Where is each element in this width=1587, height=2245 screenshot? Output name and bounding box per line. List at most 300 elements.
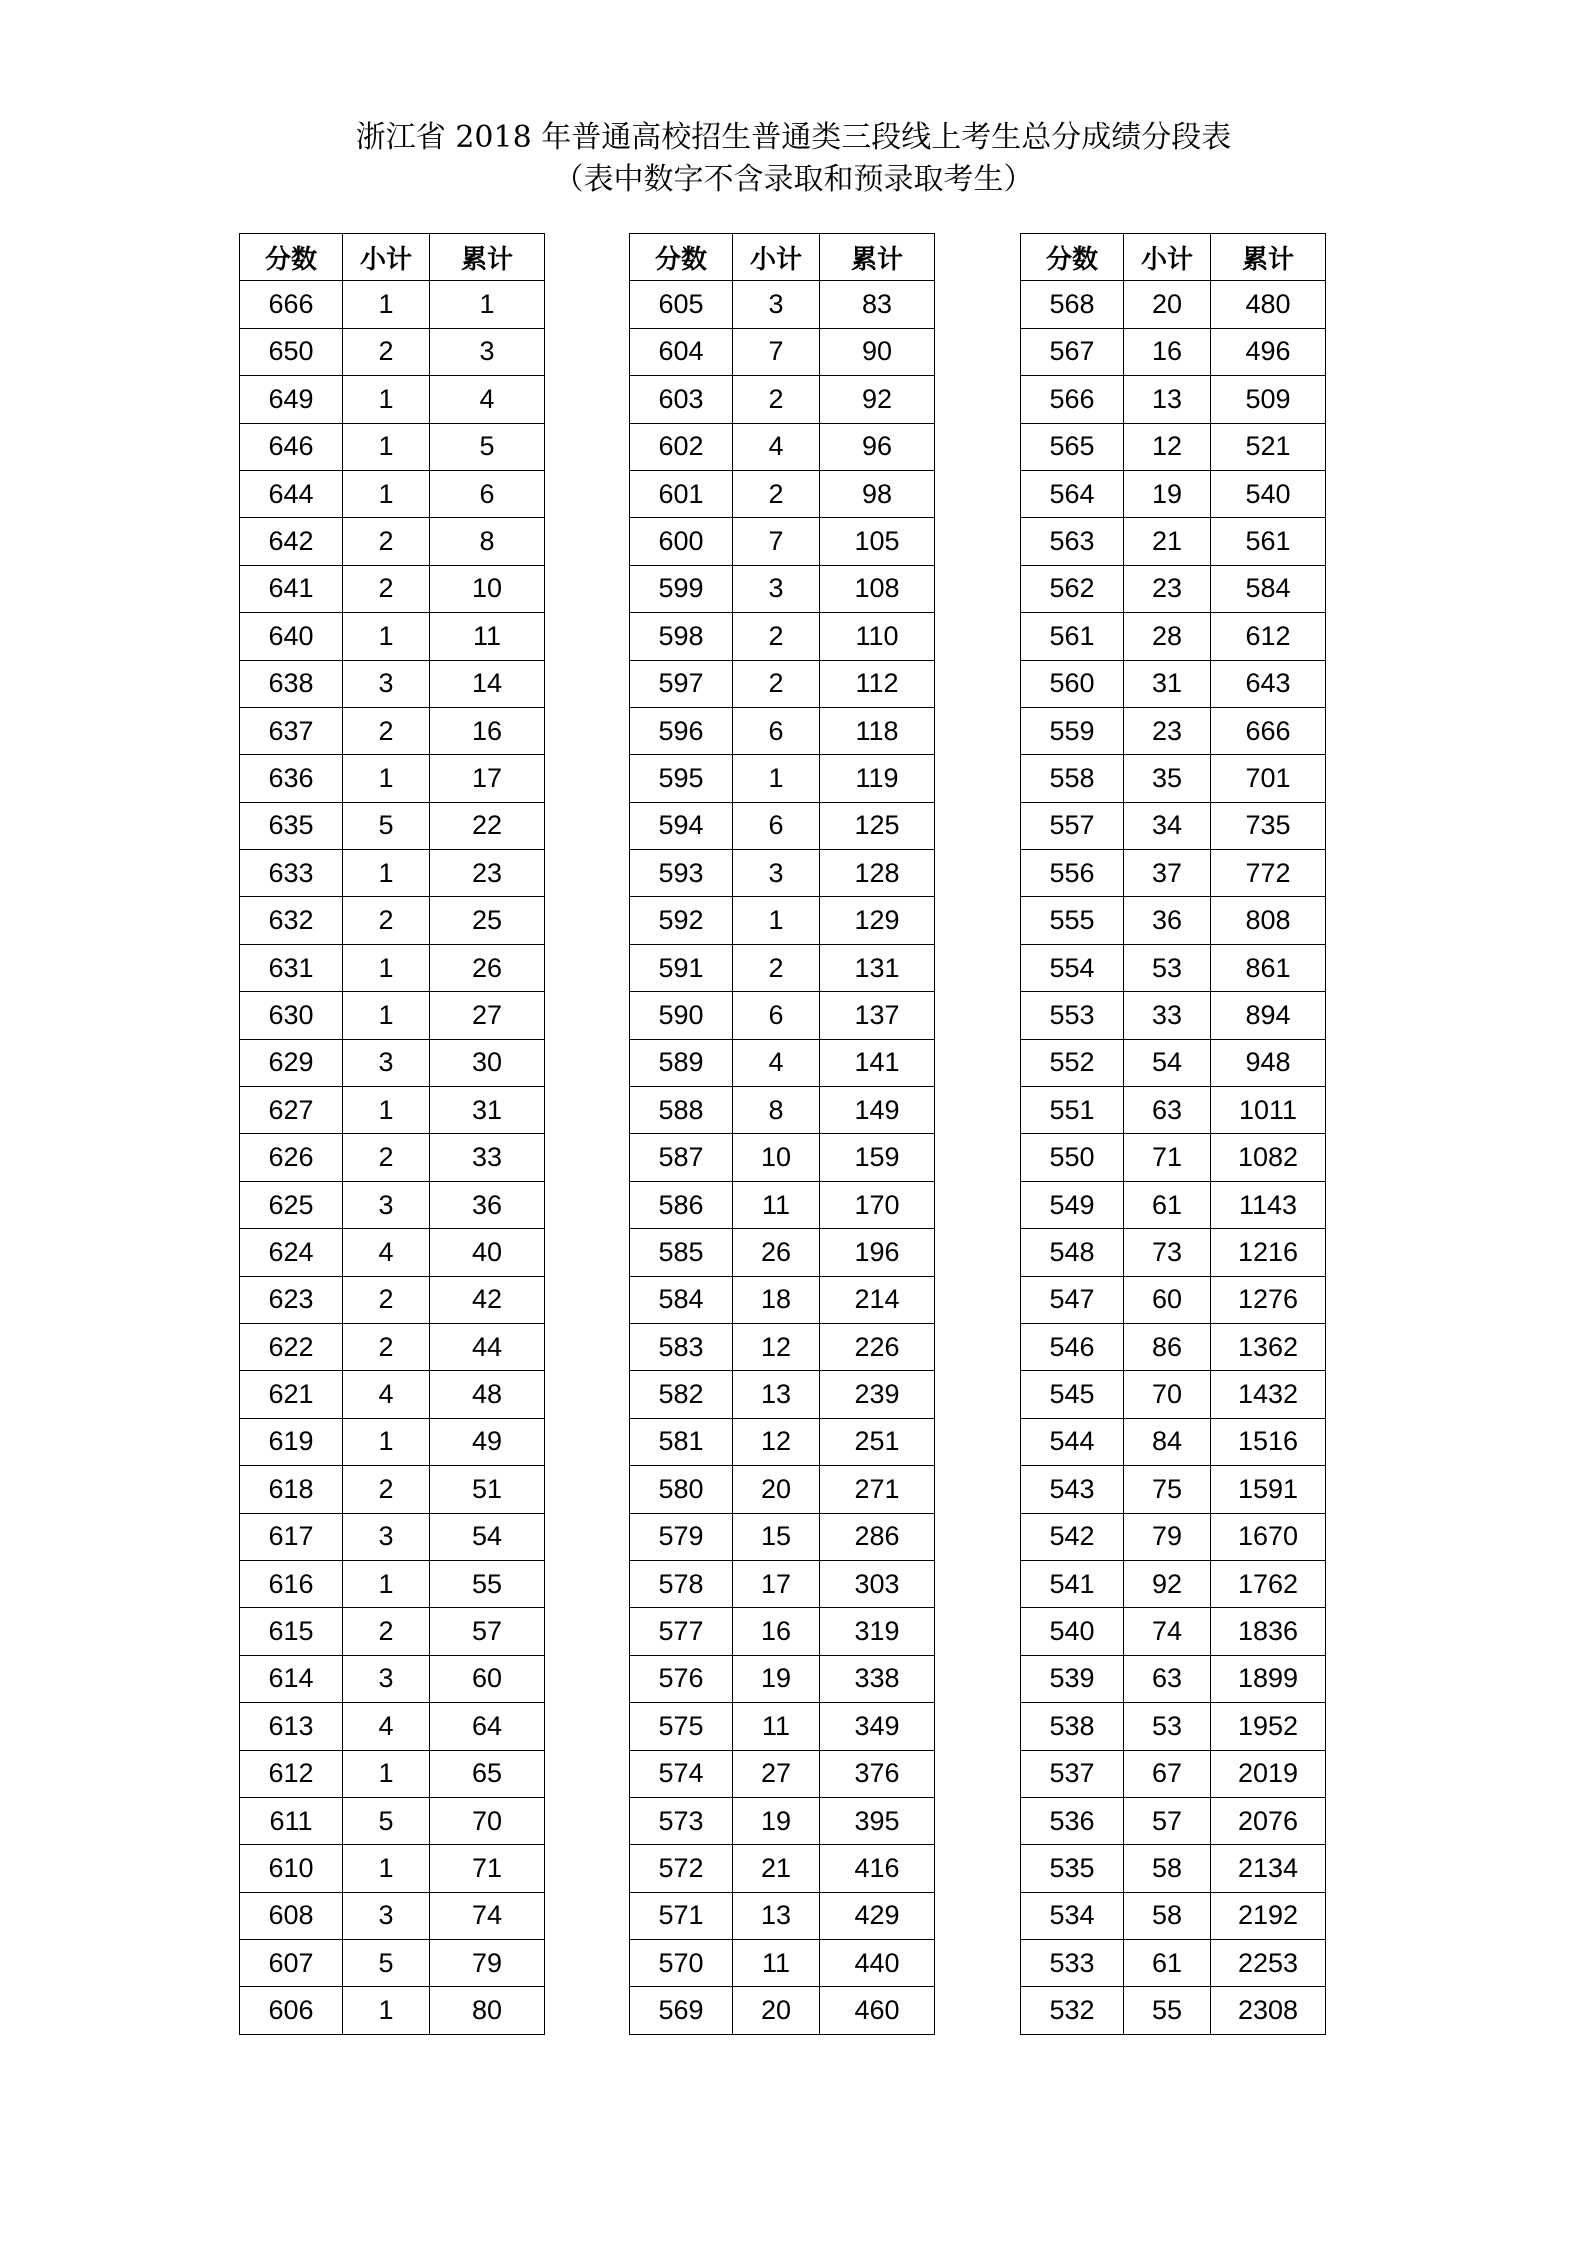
table-row xyxy=(1021,281,1326,328)
subtotal-cell: 53 xyxy=(1124,1703,1211,1750)
cumulative-cell: 1011 xyxy=(1211,1087,1326,1134)
cumulative-cell: 25 xyxy=(430,897,545,944)
subtotal-cell: 23 xyxy=(1124,565,1211,612)
subtotal-cell: 1 xyxy=(343,613,430,660)
table-row xyxy=(240,1608,545,1655)
table-row xyxy=(630,1797,935,1844)
cumulative-cell: 772 xyxy=(1211,850,1326,897)
cumulative-cell: 1432 xyxy=(1211,1371,1326,1418)
cumulative-cell: 429 xyxy=(820,1892,935,1939)
header-score: 分数 xyxy=(240,234,343,281)
subtotal-cell: 1 xyxy=(733,755,820,802)
table-row xyxy=(240,376,545,423)
table-row xyxy=(1021,1655,1326,1702)
score-cell: 611 xyxy=(240,1797,343,1844)
cumulative-cell: 79 xyxy=(430,1940,545,1987)
cumulative-cell: 36 xyxy=(430,1181,545,1228)
subtotal-cell: 71 xyxy=(1124,1134,1211,1181)
cumulative-cell: 584 xyxy=(1211,565,1326,612)
cumulative-cell: 65 xyxy=(430,1750,545,1797)
table-row xyxy=(240,565,545,612)
cumulative-cell: 90 xyxy=(820,328,935,375)
score-cell: 641 xyxy=(240,565,343,612)
table-row xyxy=(630,1134,935,1181)
score-cell: 584 xyxy=(630,1276,733,1323)
subtotal-cell: 55 xyxy=(1124,1987,1211,2034)
table-row xyxy=(1021,1845,1326,1892)
score-cell: 582 xyxy=(630,1371,733,1418)
cumulative-cell: 2019 xyxy=(1211,1750,1326,1797)
table-row xyxy=(240,1703,545,1750)
score-cell: 552 xyxy=(1021,1039,1124,1086)
subtotal-cell: 5 xyxy=(343,1797,430,1844)
cumulative-cell: 40 xyxy=(430,1229,545,1276)
score-table-1 xyxy=(239,233,545,2035)
table-row xyxy=(630,423,935,470)
cumulative-cell: 1670 xyxy=(1211,1513,1326,1560)
cumulative-cell: 271 xyxy=(820,1466,935,1513)
score-table-2 xyxy=(629,233,935,2035)
score-cell: 649 xyxy=(240,376,343,423)
table-row xyxy=(630,992,935,1039)
subtotal-cell: 35 xyxy=(1124,755,1211,802)
cumulative-cell: 42 xyxy=(430,1276,545,1323)
table-row xyxy=(630,1276,935,1323)
cumulative-cell: 643 xyxy=(1211,660,1326,707)
table-row xyxy=(1021,1513,1326,1560)
subtotal-cell: 5 xyxy=(343,1940,430,1987)
cumulative-cell: 22 xyxy=(430,802,545,849)
table-row xyxy=(240,1134,545,1181)
table-row xyxy=(630,660,935,707)
subtotal-cell: 6 xyxy=(733,802,820,849)
subtotal-cell: 20 xyxy=(733,1987,820,2034)
cumulative-cell: 64 xyxy=(430,1703,545,1750)
table-row xyxy=(630,1655,935,1702)
cumulative-cell: 561 xyxy=(1211,518,1326,565)
score-cell: 591 xyxy=(630,944,733,991)
table-row xyxy=(240,802,545,849)
cumulative-cell: 4 xyxy=(430,376,545,423)
cumulative-cell: 861 xyxy=(1211,944,1326,991)
score-cell: 543 xyxy=(1021,1466,1124,1513)
table-row xyxy=(1021,1892,1326,1939)
subtotal-cell: 7 xyxy=(733,518,820,565)
score-cell: 638 xyxy=(240,660,343,707)
table-row xyxy=(1021,1276,1326,1323)
cumulative-cell: 1082 xyxy=(1211,1134,1326,1181)
subtotal-cell: 3 xyxy=(343,1513,430,1560)
score-cell: 597 xyxy=(630,660,733,707)
subtotal-cell: 11 xyxy=(733,1181,820,1228)
cumulative-cell: 948 xyxy=(1211,1039,1326,1086)
subtotal-cell: 3 xyxy=(343,1181,430,1228)
subtotal-cell: 10 xyxy=(733,1134,820,1181)
cumulative-cell: 8 xyxy=(430,518,545,565)
score-cell: 666 xyxy=(240,281,343,328)
header-cumulative: 累计 xyxy=(820,234,935,281)
table-row xyxy=(630,281,935,328)
table-row xyxy=(1021,897,1326,944)
table-row xyxy=(1021,1608,1326,1655)
cumulative-cell: 395 xyxy=(820,1797,935,1844)
subtotal-cell: 1 xyxy=(343,992,430,1039)
table-row xyxy=(1021,518,1326,565)
cumulative-cell: 118 xyxy=(820,707,935,754)
table-row xyxy=(630,1418,935,1465)
table-row xyxy=(630,1181,935,1228)
header-subtotal: 小计 xyxy=(1124,234,1211,281)
header-row xyxy=(1021,234,1326,281)
table-row xyxy=(240,1181,545,1228)
table-row xyxy=(1021,850,1326,897)
cumulative-cell: 27 xyxy=(430,992,545,1039)
subtotal-cell: 11 xyxy=(733,1703,820,1750)
subtotal-cell: 1 xyxy=(343,1987,430,2034)
cumulative-cell: 112 xyxy=(820,660,935,707)
table-row xyxy=(630,613,935,660)
cumulative-cell: 1591 xyxy=(1211,1466,1326,1513)
cumulative-cell: 57 xyxy=(430,1608,545,1655)
table-row xyxy=(630,1513,935,1560)
table-row xyxy=(240,1845,545,1892)
table-row xyxy=(240,470,545,517)
cumulative-cell: 54 xyxy=(430,1513,545,1560)
score-cell: 575 xyxy=(630,1703,733,1750)
table-body xyxy=(1021,281,1326,2034)
subtotal-cell: 2 xyxy=(343,565,430,612)
cumulative-cell: 460 xyxy=(820,1987,935,2034)
score-cell: 585 xyxy=(630,1229,733,1276)
table-row xyxy=(1021,1229,1326,1276)
table-row xyxy=(240,1466,545,1513)
table-row xyxy=(630,1987,935,2034)
subtotal-cell: 1 xyxy=(343,281,430,328)
subtotal-cell: 19 xyxy=(1124,470,1211,517)
cumulative-cell: 521 xyxy=(1211,423,1326,470)
subtotal-cell: 2 xyxy=(343,1134,430,1181)
table-row xyxy=(1021,802,1326,849)
subtotal-cell: 1 xyxy=(343,755,430,802)
subtotal-cell: 4 xyxy=(343,1371,430,1418)
subtotal-cell: 75 xyxy=(1124,1466,1211,1513)
cumulative-cell: 26 xyxy=(430,944,545,991)
cumulative-cell: 1899 xyxy=(1211,1655,1326,1702)
subtotal-cell: 18 xyxy=(733,1276,820,1323)
cumulative-cell: 1952 xyxy=(1211,1703,1326,1750)
score-cell: 633 xyxy=(240,850,343,897)
cumulative-cell: 16 xyxy=(430,707,545,754)
score-cell: 617 xyxy=(240,1513,343,1560)
score-cell: 555 xyxy=(1021,897,1124,944)
subtotal-cell: 2 xyxy=(733,944,820,991)
score-cell: 632 xyxy=(240,897,343,944)
score-cell: 554 xyxy=(1021,944,1124,991)
score-cell: 556 xyxy=(1021,850,1124,897)
table-row xyxy=(1021,1797,1326,1844)
score-cell: 623 xyxy=(240,1276,343,1323)
table-row xyxy=(630,897,935,944)
table-row xyxy=(240,1797,545,1844)
score-cell: 534 xyxy=(1021,1892,1124,1939)
cumulative-cell: 131 xyxy=(820,944,935,991)
subtotal-cell: 2 xyxy=(343,897,430,944)
table-row xyxy=(1021,470,1326,517)
score-cell: 586 xyxy=(630,1181,733,1228)
score-cell: 562 xyxy=(1021,565,1124,612)
cumulative-cell: 159 xyxy=(820,1134,935,1181)
table-body xyxy=(630,281,935,2034)
cumulative-cell: 137 xyxy=(820,992,935,1039)
header-subtotal: 小计 xyxy=(343,234,430,281)
cumulative-cell: 83 xyxy=(820,281,935,328)
score-cell: 540 xyxy=(1021,1608,1124,1655)
table-row xyxy=(240,660,545,707)
subtotal-cell: 20 xyxy=(1124,281,1211,328)
score-cell: 596 xyxy=(630,707,733,754)
header-row xyxy=(630,234,935,281)
table-row xyxy=(240,518,545,565)
subtotal-cell: 53 xyxy=(1124,944,1211,991)
score-cell: 642 xyxy=(240,518,343,565)
subtotal-cell: 13 xyxy=(1124,376,1211,423)
cumulative-cell: 23 xyxy=(430,850,545,897)
score-cell: 545 xyxy=(1021,1371,1124,1418)
subtotal-cell: 1 xyxy=(343,1750,430,1797)
score-cell: 613 xyxy=(240,1703,343,1750)
cumulative-cell: 80 xyxy=(430,1987,545,2034)
subtotal-cell: 28 xyxy=(1124,613,1211,660)
table-row xyxy=(240,944,545,991)
subtotal-cell: 27 xyxy=(733,1750,820,1797)
subtotal-cell: 3 xyxy=(343,1655,430,1702)
subtotal-cell: 1 xyxy=(343,1845,430,1892)
cumulative-cell: 55 xyxy=(430,1560,545,1607)
table-row xyxy=(1021,1560,1326,1607)
table-row xyxy=(240,1323,545,1370)
subtotal-cell: 19 xyxy=(733,1797,820,1844)
table-row xyxy=(630,328,935,375)
table-body xyxy=(240,281,545,2034)
subtotal-cell: 36 xyxy=(1124,897,1211,944)
score-cell: 561 xyxy=(1021,613,1124,660)
table-row xyxy=(1021,660,1326,707)
subtotal-cell: 3 xyxy=(343,1039,430,1086)
table-row xyxy=(1021,1323,1326,1370)
cumulative-cell: 239 xyxy=(820,1371,935,1418)
table-row xyxy=(240,1276,545,1323)
score-cell: 571 xyxy=(630,1892,733,1939)
score-cell: 602 xyxy=(630,423,733,470)
score-cell: 622 xyxy=(240,1323,343,1370)
table-row xyxy=(1021,1987,1326,2034)
cumulative-cell: 735 xyxy=(1211,802,1326,849)
subtotal-cell: 3 xyxy=(343,1892,430,1939)
subtotal-cell: 1 xyxy=(733,897,820,944)
table-row xyxy=(240,1371,545,1418)
cumulative-cell: 226 xyxy=(820,1323,935,1370)
table-row xyxy=(240,1987,545,2034)
subtotal-cell: 34 xyxy=(1124,802,1211,849)
subtotal-cell: 2 xyxy=(343,1323,430,1370)
cumulative-cell: 110 xyxy=(820,613,935,660)
subtotal-cell: 23 xyxy=(1124,707,1211,754)
score-cell: 601 xyxy=(630,470,733,517)
cumulative-cell: 416 xyxy=(820,1845,935,1892)
subtotal-cell: 67 xyxy=(1124,1750,1211,1797)
table-row xyxy=(240,1513,545,1560)
subtotal-cell: 7 xyxy=(733,328,820,375)
score-cell: 618 xyxy=(240,1466,343,1513)
subtotal-cell: 21 xyxy=(733,1845,820,1892)
cumulative-cell: 319 xyxy=(820,1608,935,1655)
table-row xyxy=(1021,1750,1326,1797)
score-cell: 541 xyxy=(1021,1560,1124,1607)
score-cell: 564 xyxy=(1021,470,1124,517)
score-cell: 630 xyxy=(240,992,343,1039)
cumulative-cell: 1143 xyxy=(1211,1181,1326,1228)
subtotal-cell: 3 xyxy=(343,660,430,707)
cumulative-cell: 286 xyxy=(820,1513,935,1560)
cumulative-cell: 44 xyxy=(430,1323,545,1370)
subtotal-cell: 2 xyxy=(343,1608,430,1655)
score-cell: 538 xyxy=(1021,1703,1124,1750)
cumulative-cell: 303 xyxy=(820,1560,935,1607)
score-table-3 xyxy=(1020,233,1326,2035)
score-cell: 579 xyxy=(630,1513,733,1560)
subtotal-cell: 2 xyxy=(733,376,820,423)
table-row xyxy=(240,1039,545,1086)
cumulative-cell: 251 xyxy=(820,1418,935,1465)
subtotal-cell: 26 xyxy=(733,1229,820,1276)
cumulative-cell: 1362 xyxy=(1211,1323,1326,1370)
header-score: 分数 xyxy=(630,234,733,281)
subtotal-cell: 16 xyxy=(733,1608,820,1655)
score-cell: 590 xyxy=(630,992,733,1039)
cumulative-cell: 17 xyxy=(430,755,545,802)
score-cell: 604 xyxy=(630,328,733,375)
table-row xyxy=(1021,944,1326,991)
cumulative-cell: 196 xyxy=(820,1229,935,1276)
score-cell: 610 xyxy=(240,1845,343,1892)
header-score: 分数 xyxy=(1021,234,1124,281)
subtotal-cell: 33 xyxy=(1124,992,1211,1039)
table-row xyxy=(630,1703,935,1750)
cumulative-cell: 10 xyxy=(430,565,545,612)
table-row xyxy=(240,1750,545,1797)
subtotal-cell: 1 xyxy=(343,1087,430,1134)
table-row xyxy=(1021,1039,1326,1086)
score-cell: 560 xyxy=(1021,660,1124,707)
table-row xyxy=(630,518,935,565)
subtotal-cell: 2 xyxy=(733,470,820,517)
score-cell: 559 xyxy=(1021,707,1124,754)
table-row xyxy=(630,944,935,991)
table-row xyxy=(630,1229,935,1276)
score-cell: 536 xyxy=(1021,1797,1124,1844)
table-row xyxy=(630,1087,935,1134)
subtotal-cell: 6 xyxy=(733,992,820,1039)
table-row xyxy=(1021,613,1326,660)
subtotal-cell: 2 xyxy=(343,328,430,375)
score-cell: 615 xyxy=(240,1608,343,1655)
cumulative-cell: 48 xyxy=(430,1371,545,1418)
score-cell: 546 xyxy=(1021,1323,1124,1370)
score-cell: 598 xyxy=(630,613,733,660)
table-row xyxy=(1021,1418,1326,1465)
subtotal-cell: 2 xyxy=(343,518,430,565)
cumulative-cell: 70 xyxy=(430,1797,545,1844)
cumulative-cell: 74 xyxy=(430,1892,545,1939)
score-cell: 557 xyxy=(1021,802,1124,849)
table-row xyxy=(1021,1087,1326,1134)
score-cell: 568 xyxy=(1021,281,1124,328)
subtotal-cell: 20 xyxy=(733,1466,820,1513)
header-cumulative: 累计 xyxy=(1211,234,1326,281)
cumulative-cell: 1 xyxy=(430,281,545,328)
score-cell: 544 xyxy=(1021,1418,1124,1465)
table-row xyxy=(1021,1181,1326,1228)
subtotal-cell: 86 xyxy=(1124,1323,1211,1370)
table-row xyxy=(630,1940,935,1987)
cumulative-cell: 540 xyxy=(1211,470,1326,517)
subtotal-cell: 21 xyxy=(1124,518,1211,565)
cumulative-cell: 31 xyxy=(430,1087,545,1134)
table-row xyxy=(1021,1371,1326,1418)
table-row xyxy=(240,1560,545,1607)
cumulative-cell: 338 xyxy=(820,1655,935,1702)
score-cell: 533 xyxy=(1021,1940,1124,1987)
cumulative-cell: 612 xyxy=(1211,613,1326,660)
score-cell: 592 xyxy=(630,897,733,944)
cumulative-cell: 808 xyxy=(1211,897,1326,944)
subtotal-cell: 1 xyxy=(343,1560,430,1607)
score-cell: 621 xyxy=(240,1371,343,1418)
score-cell: 566 xyxy=(1021,376,1124,423)
score-cell: 599 xyxy=(630,565,733,612)
cumulative-cell: 1762 xyxy=(1211,1560,1326,1607)
cumulative-cell: 6 xyxy=(430,470,545,517)
cumulative-cell: 60 xyxy=(430,1655,545,1702)
table-row xyxy=(630,802,935,849)
subtotal-cell: 2 xyxy=(733,613,820,660)
cumulative-cell: 2253 xyxy=(1211,1940,1326,1987)
subtotal-cell: 2 xyxy=(343,707,430,754)
subtotal-cell: 57 xyxy=(1124,1797,1211,1844)
score-cell: 578 xyxy=(630,1560,733,1607)
score-cell: 587 xyxy=(630,1134,733,1181)
table-row xyxy=(1021,328,1326,375)
subtotal-cell: 12 xyxy=(733,1418,820,1465)
subtotal-cell: 60 xyxy=(1124,1276,1211,1323)
subtotal-cell: 2 xyxy=(733,660,820,707)
cumulative-cell: 349 xyxy=(820,1703,935,1750)
score-cell: 593 xyxy=(630,850,733,897)
cumulative-cell: 376 xyxy=(820,1750,935,1797)
score-cell: 548 xyxy=(1021,1229,1124,1276)
table-row xyxy=(630,376,935,423)
table-row xyxy=(1021,1466,1326,1513)
cumulative-cell: 108 xyxy=(820,565,935,612)
table-row xyxy=(630,1039,935,1086)
table-row xyxy=(1021,992,1326,1039)
subtotal-cell: 19 xyxy=(733,1655,820,1702)
score-cell: 583 xyxy=(630,1323,733,1370)
cumulative-cell: 440 xyxy=(820,1940,935,1987)
cumulative-cell: 125 xyxy=(820,802,935,849)
subtotal-cell: 1 xyxy=(343,1418,430,1465)
cumulative-cell: 71 xyxy=(430,1845,545,1892)
